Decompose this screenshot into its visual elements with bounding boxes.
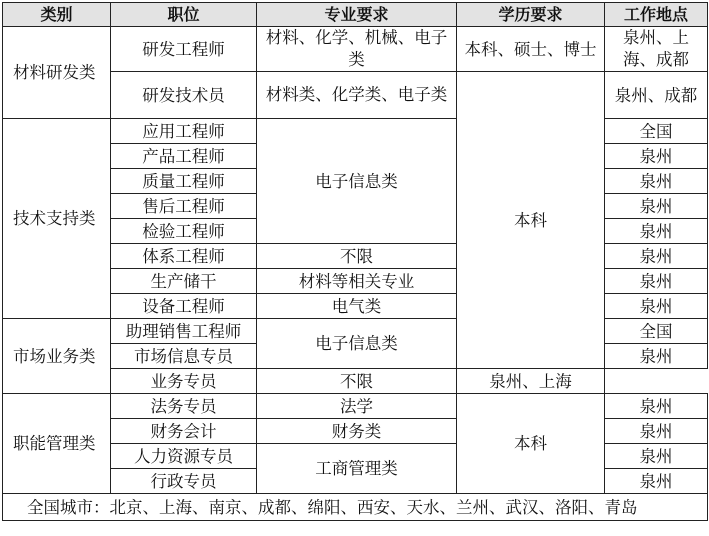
position-cell: 售后工程师 [111,194,257,219]
education-cell: 本科 [457,72,605,369]
position-cell: 研发技术员 [111,72,257,119]
major-cell: 材料等相关专业 [257,269,457,294]
position-cell: 质量工程师 [111,169,257,194]
major-cell: 财务类 [257,419,457,444]
position-cell: 体系工程师 [111,244,257,269]
location-cell: 泉州 [605,144,708,169]
header-category: 类别 [3,3,111,27]
location-cell: 泉州 [605,394,708,419]
major-cell: 不限 [257,244,457,269]
position-cell: 人力资源专员 [111,444,257,469]
education-cell: 本科 [457,394,605,494]
national-cities-note: 全国城市：北京、上海、南京、成都、绵阳、西安、天水、兰州、武汉、洛阳、青岛 [3,494,708,521]
header-position: 职位 [111,3,257,27]
position-cell: 应用工程师 [111,119,257,144]
major-cell: 工商管理类 [257,444,457,494]
table-row [3,27,708,72]
major-cell: 不限 [257,369,457,394]
major-cell: 电气类 [257,294,457,319]
position-cell: 财务会计 [111,419,257,444]
location-cell: 泉州 [605,269,708,294]
location-cell: 泉州 [605,219,708,244]
footer-row [3,494,708,521]
location-cell: 泉州 [605,344,708,369]
location-cell: 全国 [605,319,708,344]
position-cell: 生产储干 [111,269,257,294]
position-cell: 设备工程师 [111,294,257,319]
header-location: 工作地点 [605,3,708,27]
location-cell: 泉州、上海 [457,369,605,394]
header-education: 学历要求 [457,3,605,27]
major-cell: 材料类、化学类、电子类 [257,72,457,119]
location-cell: 泉州 [605,444,708,469]
education-cell: 本科、硕士、博士 [457,27,605,72]
location-cell: 全国 [605,119,708,144]
position-cell: 助理销售工程师 [111,319,257,344]
category-cell: 职能管理类 [3,394,111,494]
location-cell: 泉州 [605,194,708,219]
table-row [3,394,708,419]
category-cell: 市场业务类 [3,319,111,394]
position-cell: 行政专员 [111,469,257,494]
major-cell: 电子信息类 [257,119,457,244]
position-cell: 业务专员 [111,369,257,394]
header-row [3,3,708,27]
location-cell: 泉州、上海、成都 [605,27,708,72]
position-cell: 产品工程师 [111,144,257,169]
position-cell: 研发工程师 [111,27,257,72]
category-cell: 技术支持类 [3,119,111,319]
location-cell: 泉州 [605,294,708,319]
location-cell: 泉州 [605,419,708,444]
location-cell: 泉州 [605,469,708,494]
major-cell: 电子信息类 [257,319,457,369]
position-cell: 检验工程师 [111,219,257,244]
recruitment-table [2,2,708,521]
position-cell: 市场信息专员 [111,344,257,369]
header-major: 专业要求 [257,3,457,27]
location-cell: 泉州 [605,244,708,269]
major-cell: 法学 [257,394,457,419]
location-cell: 泉州、成都 [605,72,708,119]
location-cell: 泉州 [605,169,708,194]
major-cell: 材料、化学、机械、电子类 [257,27,457,72]
category-cell: 材料研发类 [3,27,111,119]
position-cell: 法务专员 [111,394,257,419]
